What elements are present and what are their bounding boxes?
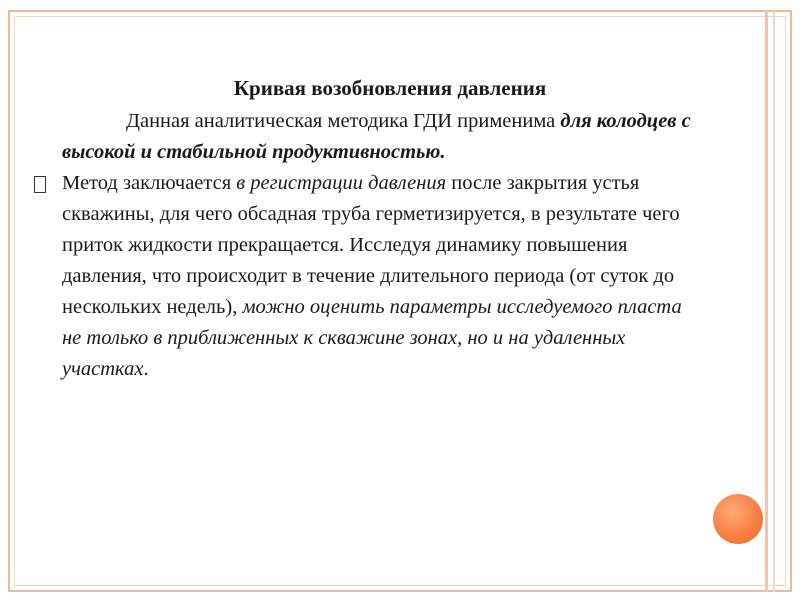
paragraph-intro-text: Данная аналитическая методика ГДИ применима: [126, 110, 556, 132]
paragraph-method: [30, 168, 692, 385]
paragraph-method-italic-2: можно оценить параметры исследуемого пласта не только в приближенных к скважине зонах, но и на удаленных участках: [62, 296, 682, 380]
paragraph-method-start: Метод заключается: [62, 172, 237, 194]
bullet-icon: [34, 176, 46, 193]
decorative-rail: [765, 10, 768, 592]
paragraph-method-middle: после закрытия устья скважины, для чего обсадная труба герметизируется, в результате чего приток жидкости прекращается. Исследуя динамику повышения давления, что происходит в течение длительного периода (от суток до нескольких недель),: [62, 172, 680, 318]
paragraph-intro: [30, 106, 712, 168]
slide-title: Кривая возобновления давления: [233, 76, 547, 100]
paragraph-method-end: .: [143, 358, 149, 380]
decorative-orb: [713, 494, 763, 544]
decorative-rail-thin: [773, 10, 775, 592]
slide-content: [30, 70, 730, 385]
paragraph-method-italic-1: в регистрации давления: [236, 172, 447, 194]
paragraph-intro-emphasis: для колодцев с высокой и стабильной продуктивностью.: [62, 110, 691, 163]
